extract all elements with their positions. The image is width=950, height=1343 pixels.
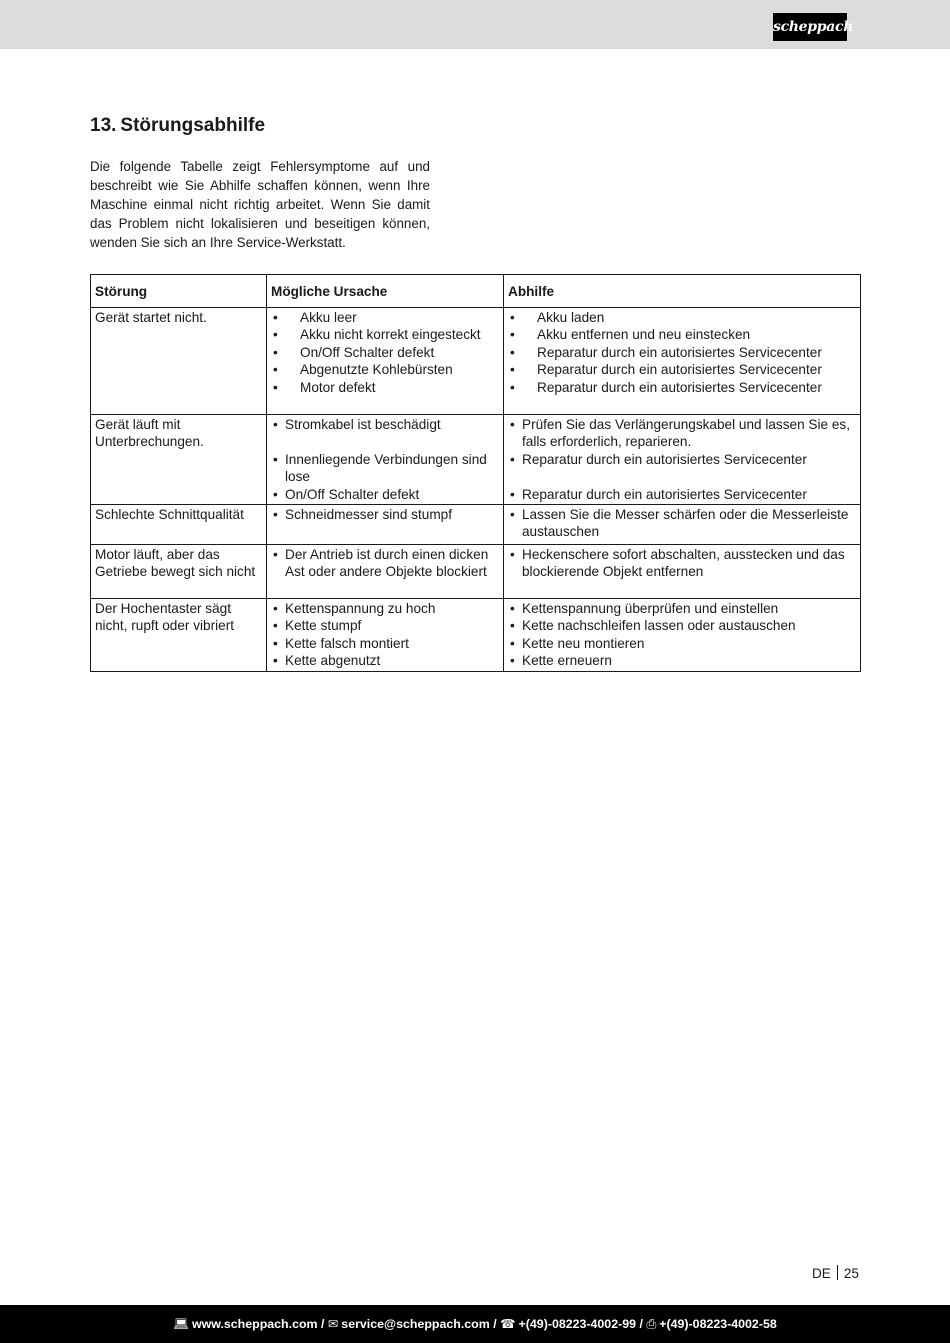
remedy-cell: [504, 545, 861, 599]
cause-item: • Kette falsch montiert: [271, 635, 499, 652]
cause-cell: [267, 545, 504, 599]
cause-item: • Der Antrieb ist durch einen dicken Ast oder andere Objekte blockiert: [271, 546, 499, 581]
page-index: 25: [843, 1266, 859, 1281]
table-row: [91, 599, 861, 672]
remedy-item: • Reparatur durch ein autorisiertes Servicecenter: [508, 451, 856, 468]
cause-item: • Kette abgenutzt: [271, 652, 499, 669]
footer-separator: /: [639, 1317, 643, 1331]
email-icon: ✉: [327, 1317, 339, 1331]
remedy-cell: [504, 599, 861, 672]
remedy-item: • Reparatur durch ein autorisiertes Servicecenter: [508, 344, 856, 361]
remedy-item: • Reparatur durch ein autorisiertes Servicecenter: [508, 379, 856, 396]
cause-cell: [267, 308, 504, 415]
section-heading: [90, 115, 265, 137]
remedy-item: • Akku entfernen und neu einstecken: [508, 326, 856, 343]
section-title: Störungsabhilfe: [120, 115, 266, 136]
remedy-cell: [504, 505, 861, 545]
table-row: [91, 308, 861, 415]
table-row: [91, 415, 861, 505]
remedy-item: • Lassen Sie die Messer schärfen oder die Messerleiste austauschen: [508, 506, 856, 541]
cause-item: • Abgenutzte Kohlebürsten: [271, 361, 499, 378]
header-cause: Mögliche Ursache: [267, 275, 504, 308]
cause-item: • Kette stumpf: [271, 617, 499, 634]
phone-icon: ☎: [500, 1317, 516, 1331]
computer-icon: 💻︎: [173, 1317, 189, 1331]
cause-item: • Stromkabel ist beschädigt: [271, 416, 499, 433]
fault-cell: Gerät startet nicht.: [91, 308, 267, 415]
remedy-item: • Kette neu montieren: [508, 635, 856, 652]
remedy-item: • Prüfen Sie das Verlängerungskabel und lassen Sie es, falls erforderlich, reparieren.: [508, 416, 856, 451]
remedy-item: • Kettenspannung überprüfen und einstellen: [508, 600, 856, 617]
cause-item: • Motor defekt: [271, 379, 499, 396]
scheppach-logo: scheppach: [773, 13, 847, 41]
cause-item: • Akku leer: [271, 309, 499, 326]
remedy-item: • Akku laden: [508, 309, 856, 326]
fax-icon: ⎙: [646, 1317, 657, 1331]
fault-cell: Der Hochentaster sägt nicht, rupft oder vibriert: [91, 599, 267, 672]
page-number: [812, 1265, 859, 1281]
cause-cell: [267, 415, 504, 505]
cause-item: • On/Off Schalter defekt: [271, 486, 499, 503]
troubleshooting-table: [90, 274, 861, 672]
remedy-item: • Reparatur durch ein autorisiertes Servicecenter: [508, 361, 856, 378]
footer-phone: +(49)-08223-4002-99: [518, 1317, 636, 1331]
cause-item: • Innenliegende Verbindungen sind lose: [271, 451, 499, 486]
remedy-item: • Heckenschere sofort abschalten, ausstecken und das blockierende Objekt entfernen: [508, 546, 856, 581]
table-row: [91, 545, 861, 599]
footer-email[interactable]: service@scheppach.com: [341, 1317, 490, 1331]
remedy-item: • Kette erneuern: [508, 652, 856, 669]
remedy-cell: [504, 308, 861, 415]
footer-bar: [0, 1305, 950, 1343]
cause-item: • On/Off Schalter defekt: [271, 344, 499, 361]
header-fault: Störung: [91, 275, 267, 308]
cause-item: • Akku nicht korrekt eingesteckt: [271, 326, 499, 343]
intro-paragraph: Die folgende Tabelle zeigt Fehlersymptome auf und beschreibt wie Sie Abhilfe schaffen können, wenn Ihre Maschine einmal nicht richtig arbeitet. Wenn Sie damit das Problem nicht lokalisieren und beseitigen können, wenden Sie sich an Ihre Service-Werkstatt.: [90, 159, 430, 250]
fault-cell: Gerät läuft mit Unterbrechungen.: [91, 415, 267, 505]
page-lang: DE: [811, 1266, 831, 1281]
cause-cell: [267, 599, 504, 672]
table-header-row: [91, 275, 861, 308]
footer-fax: +(49)-08223-4002-58: [659, 1317, 777, 1331]
footer-separator: /: [321, 1317, 325, 1331]
cause-item: • Kettenspannung zu hoch: [271, 600, 499, 617]
footer-separator: /: [493, 1317, 497, 1331]
table-row: [91, 505, 861, 545]
header-remedy: Abhilfe: [504, 275, 861, 308]
footer-website[interactable]: www.scheppach.com: [192, 1317, 318, 1331]
remedy-item: • Reparatur durch ein autorisiertes Servicecenter: [508, 486, 856, 503]
remedy-item: • Kette nachschleifen lassen oder austauschen: [508, 617, 856, 634]
remedy-cell: [504, 415, 861, 505]
cause-cell: [267, 505, 504, 545]
cause-item: • Schneidmesser sind stumpf: [271, 506, 499, 523]
page-divider: [837, 1265, 838, 1280]
fault-cell: Schlechte Schnittqualität: [91, 505, 267, 545]
fault-cell: Motor läuft, aber das Getriebe bewegt sich nicht: [91, 545, 267, 599]
section-number: 13.: [90, 115, 117, 136]
